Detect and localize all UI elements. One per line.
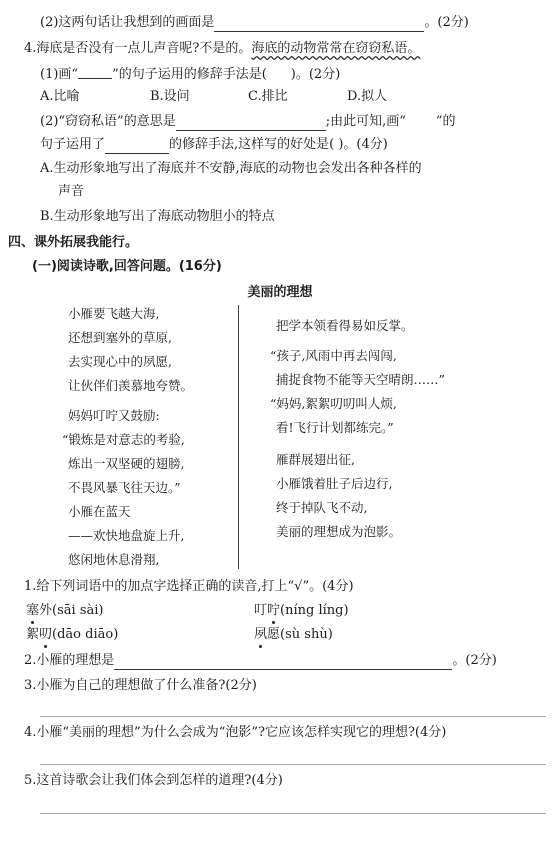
poem-line: 美丽的理想成为泡影。 [276,524,402,539]
question-2: 2.小雁的理想是 。(2分) [24,653,497,668]
q3-answer-line[interactable] [40,716,546,717]
poem-line: 炼出一双坚硬的翅膀, [68,456,185,471]
question-1: 1.给下列词语中的加点字选择正确的读音,打上“√”。(4分) [24,579,354,594]
question-3: 3.小雁为自己的理想做了什么准备?(2分) [24,678,257,693]
poem-line: 去实现心中的夙愿, [68,354,172,369]
q4-meaning-blank[interactable] [176,116,326,131]
q4-sub2-wavy-mark [406,113,436,131]
q4-sub2-line2: 句子运用了 的修辞手法,这样写的好处是( )。(4分) [40,137,388,152]
poem-line: 看!飞行计划都练完。” [276,420,394,435]
section-subtitle: (一)阅读诗歌,回答问题。(16分) [32,259,222,274]
poem-line: 还想到塞外的草原, [68,330,172,345]
poem-line: 小雁要飞越大海, [68,306,160,321]
poem-line: “锻炼是对意志的考验, [62,432,185,447]
poem-title: 美丽的理想 [247,285,313,300]
q4-option-b[interactable]: B.生动形象地写出了海底动物胆小的特点 [40,209,275,224]
q4-sub1-mark [78,70,112,79]
q4-wavy-sentence: 海底的动物常常在窃窃私语。 [251,41,421,56]
section-title: 四、课外拓展我能行。 [8,235,139,250]
question-5: 5.这首诗歌会让我们体会到怎样的道理?(4分) [24,773,283,788]
q4-sub1: (1)画“ ”的句子运用的修辞手法是( )。(2分) [40,67,341,82]
q2-text: (2)这两句话让我想到的画面是 [40,15,215,30]
poem-line: 不畏风暴飞往天边。” [68,480,181,495]
poem-line: ——欢快地盘旋上升, [68,528,185,543]
q4-sub2-line1: (2)“窃窃私语”的意思是 ;由此可知,画“ ”的 [40,114,456,129]
q4-option-a-line1[interactable]: A.生动形象地写出了海底并不安静,海底的动物也会发出各种各样的 [40,161,422,176]
q4-rhetoric-blank[interactable] [105,139,169,154]
option-a[interactable]: A.比喻 [40,89,80,104]
poem-line: 终于掉队飞不动, [276,500,368,515]
poem-line: 把学本领看得易如反掌。 [276,318,414,333]
q2-ideal-blank[interactable] [114,655,452,670]
pinyin-item[interactable]: 夙愿(sù shù) [254,627,333,642]
poem-line: 悠闲地休息滑翔, [68,552,160,567]
option-c[interactable]: C.排比 [248,89,288,104]
option-d[interactable]: D.拟人 [347,89,388,104]
poem-line: 让伙伴们羡慕地夸赞。 [68,378,194,393]
poem-line: 小雁饿着肚子后边行, [276,476,393,491]
q2-line [40,14,560,32]
pinyin-item[interactable]: 叮咛(níng líng) [254,603,349,618]
q4-stem: 4.海底是否没有一点儿声音呢?不是的。海底的动物常常在窃窃私语。 [24,41,421,56]
q2-score: 。(2分) [424,15,469,30]
q4-option-a-line2[interactable]: 声音 [58,184,85,199]
question-4: 4.小雁“美丽的理想”为什么会成为“泡影”?它应该怎样实现它的理想?(4分) [24,725,447,740]
pinyin-item[interactable]: 絮叨(dāo diāo) [26,627,119,642]
poem-line: “妈妈,絮絮叨叨叫人烦, [270,396,397,411]
pinyin-item[interactable]: 塞外(sāi sài) [26,603,104,618]
poem-line: 雁群展翅出征, [276,452,355,467]
poem-line: 小雁在蓝天 [68,504,131,519]
q2-answer-blank[interactable] [214,17,424,32]
poem-line: 捕捉食物不能等天空晴朗……” [276,372,445,387]
poem-line: 妈妈叮咛又鼓励: [68,408,160,423]
option-b[interactable]: B.设问 [150,89,190,104]
q4-answer-line[interactable] [40,764,546,765]
q5-answer-line[interactable] [40,813,546,814]
poem-line: “孩子,风雨中再去闯闯, [270,348,397,363]
